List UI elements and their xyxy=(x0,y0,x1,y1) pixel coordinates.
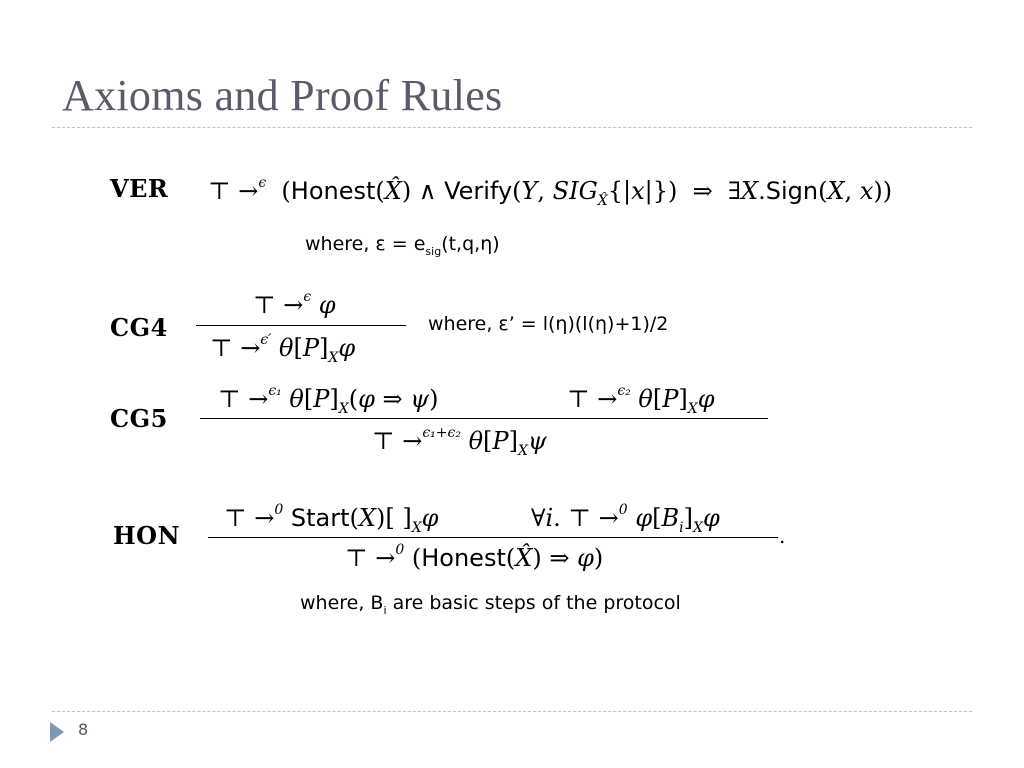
hon-premise-2: ∀i. ⊤ →$^0$ $\varphi[B_i]_X\varphi$ xyxy=(531,502,720,536)
hon-rule-name: HON xyxy=(113,521,181,550)
cg5-premise-1: ⊤ →$^{\epsilon_1}$ $\theta[P]_X(\varphi$ ⇒ ψ) xyxy=(218,383,439,417)
footer-divider xyxy=(52,711,972,712)
ver-where-note: where, $\varepsilon = e_{sig}(t,q,\eta)$ xyxy=(305,233,500,258)
cg5-conclusion: ⊤ →$^{\epsilon_1+\epsilon_2}$ $\theta[P]_X\psi$ xyxy=(372,425,547,459)
hon-conclusion: ⊤ →$^0$ (Honest(X̂) ⇒ φ) xyxy=(345,542,604,572)
ver-formula: ⊤ →$^\epsilon$ (Honest(X̂) ∧ Verify(Y, $SIG_{X̂}\{|x|\}$) ⇒ ∃X.Sign(X, x)) xyxy=(208,175,893,209)
cg4-where-note: where, ε’ = l(η)(l(η)+1)/2 xyxy=(428,313,669,335)
hon-period: . xyxy=(779,524,786,548)
page-number: 8 xyxy=(78,720,89,739)
cg4-conclusion: ⊤ →$^{\epsilon'}$ $\theta[P]_X\varphi$ xyxy=(210,332,356,366)
slide-title: Axioms and Proof Rules xyxy=(62,71,503,120)
hon-fraction-bar xyxy=(208,537,778,538)
cg5-rule-name: CG5 xyxy=(110,404,168,433)
title-divider xyxy=(52,127,972,128)
ver-rule-name: VER xyxy=(110,174,169,203)
cg4-premise: ⊤ →$^\epsilon$ φ xyxy=(253,289,336,319)
cg4-rule-name: CG4 xyxy=(110,313,168,342)
play-arrow-icon xyxy=(50,722,64,742)
cg5-fraction-bar xyxy=(200,418,768,419)
hon-where-note: where, $B_i$ are basic steps of the protocol xyxy=(300,592,681,617)
cg5-premise-2: ⊤ →$^{\epsilon_2}$ $\theta[P]_X\varphi$ xyxy=(567,383,715,417)
hon-premise-1: ⊤ →$^0$ Start(X)[ ]$_X\varphi$ xyxy=(224,502,439,536)
cg4-fraction-bar xyxy=(196,325,406,326)
